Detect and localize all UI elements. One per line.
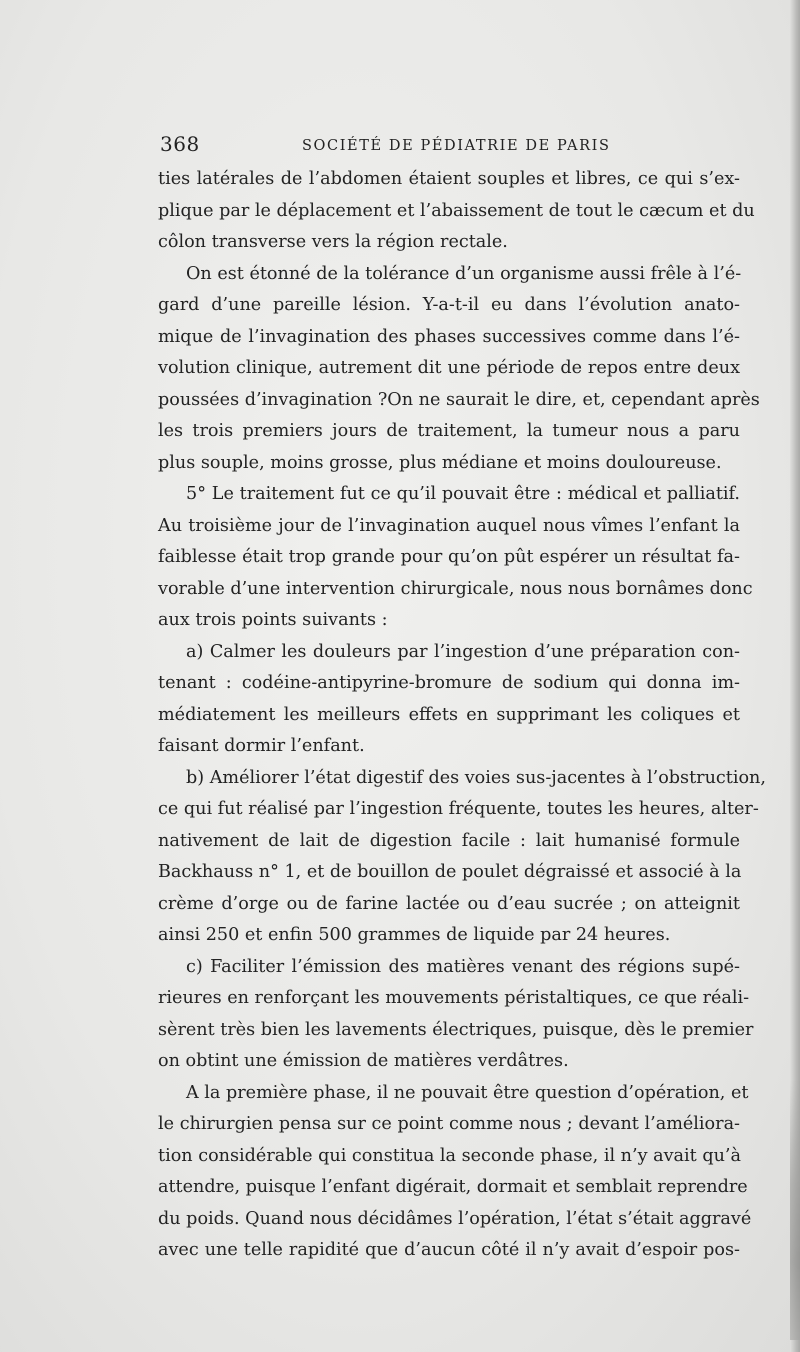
text-line: 5° Le traitement fut ce qu’il pouvait être : médical et palliatif. bbox=[186, 484, 740, 504]
text-line: Backhauss n° 1, et de bouillon de poulet dégraissé et associé à la bbox=[158, 862, 742, 882]
text-line: côlon transverse vers la région rectale. bbox=[158, 232, 508, 252]
text-line: Au troisième jour de l’invagination auquel nous vîmes l’enfant la bbox=[158, 515, 740, 536]
text-line: attendre, puisque l’enfant digérait, dormait et semblait reprendre bbox=[158, 1177, 748, 1197]
text-line: plus souple, moins grosse, plus médiane et moins douloureuse. bbox=[158, 452, 722, 473]
text-line: médiatement les meilleurs effets en supprimant les coliques et bbox=[158, 704, 740, 725]
text-line: sèrent très bien les lavements électriques, puisque, dès le premier bbox=[158, 1019, 754, 1040]
text-line: plique par le déplacement et l’abaissement de tout le cæcum et du bbox=[158, 200, 755, 221]
page-header bbox=[160, 132, 740, 162]
text-line: volution clinique, autrement dit une période de repos entre deux bbox=[158, 358, 740, 378]
text-line: faiblesse était trop grande pour qu’on pût espérer un résultat fa- bbox=[158, 547, 740, 567]
text-line: a) Calmer les douleurs par l’ingestion d’une préparation con- bbox=[186, 641, 740, 662]
text-line: tenant : codéine-antipyrine-bromure de sodium qui donna im- bbox=[158, 673, 740, 693]
text-line: ties latérales de l’abdomen étaient souples et libres, ce qui s’ex- bbox=[158, 169, 740, 189]
text-line: c) Faciliter l’émission des matières venant des régions supé- bbox=[186, 956, 740, 977]
scan-smudge bbox=[790, 1080, 800, 1340]
text-line: ce qui fut réalisé par l’ingestion fréquente, toutes les heures, alter- bbox=[158, 799, 759, 819]
text-line: le chirurgien pensa sur ce point comme nous ; devant l’améliora- bbox=[158, 1114, 740, 1134]
text-line: on obtint une émission de matières verdâtres. bbox=[158, 1051, 569, 1071]
text-line: rieures en renforçant les mouvements péristaltiques, ce que réali- bbox=[158, 988, 750, 1008]
running-head: SOCIÉTÉ DE PÉDIATRIE DE PARIS bbox=[302, 138, 611, 154]
text-line: vorable d’une intervention chirurgicale, nous nous bornâmes donc bbox=[158, 578, 753, 599]
text-line: aux trois points suivants : bbox=[158, 610, 388, 630]
text-line: On est étonné de la tolérance d’un organisme aussi frêle à l’é- bbox=[186, 263, 742, 284]
text-line: du poids. Quand nous décidâmes l’opération, l’état s’était aggravé bbox=[158, 1208, 752, 1229]
page-number: 368 bbox=[160, 132, 200, 156]
text-line: nativement de lait de digestion facile : lait humanisé formule bbox=[158, 830, 740, 851]
text-line: b) Améliorer l’état digestif des voies sus-jacentes à l’obstruction, bbox=[186, 767, 766, 788]
text-line: poussées d’invagination ?On ne saurait le dire, et, cependant après bbox=[158, 389, 760, 410]
text-line: faisant dormir l’enfant. bbox=[158, 736, 365, 756]
text-line: avec une telle rapidité que d’aucun côté il n’y avait d’espoir pos- bbox=[158, 1240, 740, 1260]
text-line: mique de l’invagination des phases successives comme dans l’é- bbox=[158, 326, 740, 347]
text-line: A la première phase, il ne pouvait être question d’opération, et bbox=[186, 1082, 749, 1103]
text-line: les trois premiers jours de traitement, la tumeur nous a paru bbox=[158, 421, 740, 441]
text-line: ainsi 250 et enfin 500 grammes de liquide par 24 heures. bbox=[158, 925, 671, 945]
text-line: tion considérable qui constitua la seconde phase, il n’y avait qu’à bbox=[158, 1145, 741, 1166]
text-line: gard d’une pareille lésion. Y-a-t-il eu dans l’évolution anato- bbox=[158, 295, 740, 315]
text-line: crème d’orge ou de farine lactée ou d’eau sucrée ; on atteignit bbox=[158, 893, 740, 914]
body-text bbox=[158, 164, 766, 1267]
